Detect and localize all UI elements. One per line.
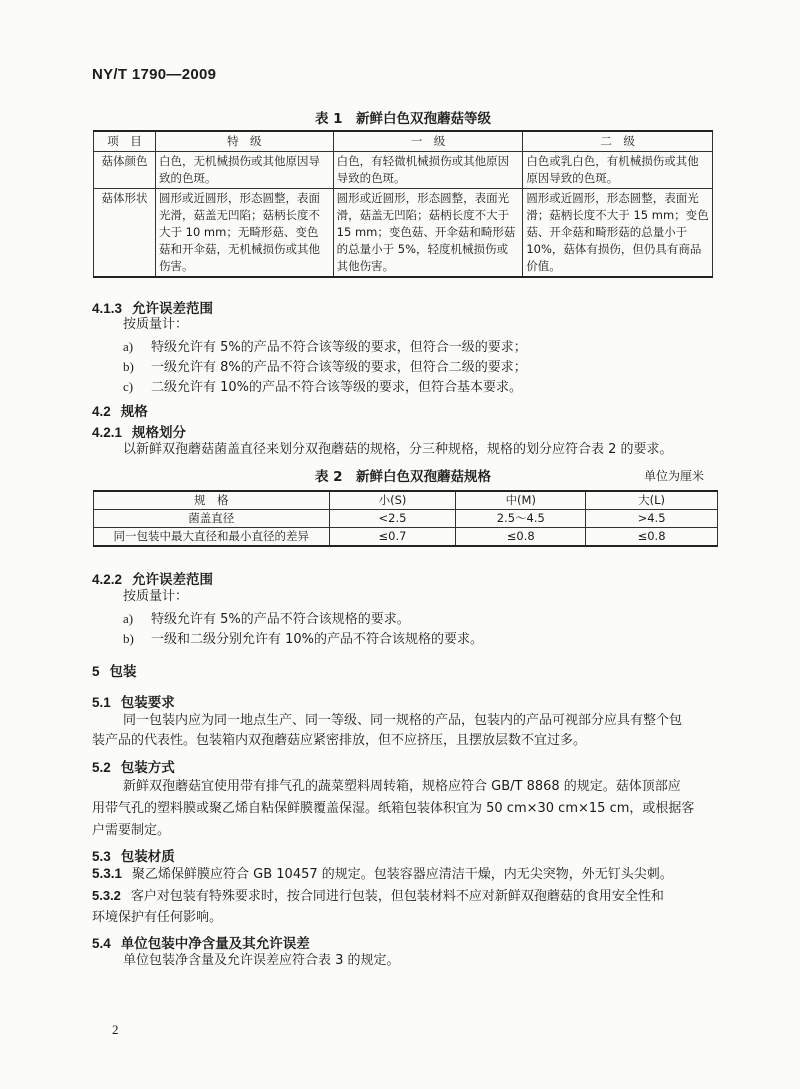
section-title: 允许误差范围	[132, 301, 214, 317]
paragraph-line: 户需要制定。	[92, 823, 171, 838]
table1-caption: 表 1 新鲜白色双孢蘑菇等级	[314, 111, 492, 127]
heading-5-2	[92, 756, 175, 776]
table2-header-small: 小(S)	[329, 491, 456, 510]
list-marker: b)	[123, 631, 134, 646]
section-number: 4.1.3	[92, 301, 123, 316]
table1-row-label: 菇体颜色	[94, 152, 156, 189]
table2-cell-medium: 2.5～4.5	[456, 510, 586, 528]
list-marker: c)	[123, 379, 134, 394]
table2-cell-medium: ≤0.8	[456, 528, 586, 547]
table2-caption: 表 2 新鲜白色双孢蘑菇规格	[314, 469, 492, 485]
paragraph-line: 新鲜双孢蘑菇宜使用带有排气孔的蔬菜塑料周转箱，规格应符合 GB/T 8868 的规定。菇体顶部应	[123, 779, 681, 794]
paragraph-5-3-2	[92, 887, 664, 906]
paragraph-line: 装产品的代表性。包装箱内双孢蘑菇应紧密排放，但不应挤压，且摆放层数不宜过多。	[92, 733, 587, 748]
section-title: 允许误差范围	[132, 572, 214, 588]
table2-cell-large: >4.5	[586, 510, 718, 528]
section-number: 5	[92, 664, 100, 679]
section-number: 5.3.1	[92, 866, 123, 881]
table1-header-special: 特 级	[155, 131, 333, 152]
table1-cell-special: 圆形或近圆形，形态圆整，表面光滑，菇盖无凹陷；菇柄长度不大于 10 mm；无畸形菇、变色菇和开伞菇，无机械损伤或其他伤害。	[155, 189, 333, 278]
list-marker: a)	[123, 611, 134, 626]
heading-5-3	[92, 845, 175, 865]
heading-4-2-1	[92, 421, 186, 441]
paragraph: 以新鲜双孢蘑菇菌盖直径来划分双孢蘑菇的规格，分三种规格，规格的划分应符合表 2 的要求。	[123, 442, 673, 457]
table1-header-row	[94, 131, 713, 152]
table2-row-label: 菌盖直径	[94, 510, 330, 528]
section-number: 4.2	[92, 404, 111, 419]
standard-code: NY/T 1790—2009	[92, 66, 217, 83]
list-text: 二级允许有 10%的产品不符合该等级的要求，但符合基本要求。	[151, 380, 523, 395]
section-title: 单位包装中净含量及其允许误差	[120, 936, 310, 952]
heading-4-2	[92, 400, 148, 420]
list-text: 特级允许有 5%的产品不符合该等级的要求，但符合一级的要求；	[151, 340, 527, 355]
paragraph-text: 客户对包装有特殊要求时，按合同进行包装，但包装材料不应对新鲜双孢蘑菇的食用安全性和	[130, 889, 664, 904]
table2-header-row	[94, 491, 718, 510]
list-item	[123, 376, 522, 395]
paragraph-5-3-1	[92, 865, 673, 884]
table1-header-grade1: 一 级	[333, 131, 523, 152]
section-number: 5.1	[92, 695, 111, 710]
list-text: 一级允许有 8%的产品不符合该等级的要求，但符合二级的要求；	[151, 360, 527, 375]
heading-5-4	[92, 932, 310, 952]
list-text: 特级允许有 5%的产品不符合该规格的要求。	[151, 612, 410, 627]
table2-unit: 单位为厘米	[644, 469, 705, 483]
paragraph: 单位包装净含量及允许误差应符合表 3 的规定。	[123, 953, 400, 968]
section-number: 5.2	[92, 760, 111, 775]
list-marker: a)	[123, 339, 134, 354]
paragraph-line: 同一包装内应为同一地点生产、同一等级、同一规格的产品，包装内的产品可视部分应具有整个包	[123, 713, 683, 728]
table1-cell-special: 白色，无机械损伤或其他原因导致的色斑。	[155, 152, 333, 189]
section-number: 5.3.2	[92, 888, 121, 903]
paragraph-text: 聚乙烯保鲜膜应符合 GB 10457 的规定。包装容器应清洁干燥，内无尖突物，外无钉头尖刺。	[132, 867, 673, 882]
heading-4-1-3	[92, 297, 213, 317]
heading-5-1	[92, 691, 175, 711]
page-number: 2	[112, 1022, 119, 1037]
table2-cell-small: <2.5	[329, 510, 456, 528]
section-number: 5.3	[92, 849, 111, 864]
table2-header-large: 大(L)	[586, 491, 718, 510]
table-row	[94, 528, 718, 547]
table1-row-label: 菇体形状	[94, 189, 156, 278]
table2-cell-small: ≤0.7	[329, 528, 456, 547]
heading-5	[92, 660, 137, 680]
section-title: 规格	[120, 404, 148, 420]
paragraph-line: 用带气孔的塑料膜或聚乙烯自粘保鲜膜覆盖保湿。纸箱包装体积宜为 50 cm×30 cm×15 cm，或根据客	[92, 801, 695, 816]
table-row	[94, 510, 718, 528]
section-title: 包装材质	[120, 849, 175, 865]
table1-cell-grade1: 白色，有轻微机械损伤或其他原因导致的色斑。	[333, 152, 523, 189]
table-row	[94, 189, 713, 278]
table-row	[94, 152, 713, 189]
table1-cell-grade2: 白色或乳白色，有机械损伤或其他原因导致的色斑。	[523, 152, 713, 189]
table2-header-spec: 规 格	[94, 491, 330, 510]
section-number: 4.2.1	[92, 425, 123, 440]
heading-4-2-2	[92, 568, 213, 588]
table1-grades	[93, 130, 713, 278]
table2-header-medium: 中(M)	[456, 491, 586, 510]
table1-header-item: 项 目	[94, 131, 156, 152]
list-item	[123, 356, 527, 375]
paragraph-intro: 按质量计：	[123, 589, 189, 604]
table2-cell-large: ≤0.8	[586, 528, 718, 547]
paragraph-line: 环境保护有任何影响。	[92, 910, 223, 925]
table1-cell-grade2: 圆形或近圆形，形态圆整，表面光滑；菇柄长度不大于 15 mm；变色菇、开伞菇和畸形菇的总量小于 10%，菇体有损伤，但仍具有商品价值。	[523, 189, 713, 278]
table2-specs	[93, 490, 718, 547]
list-item	[123, 336, 527, 355]
section-title: 包装要求	[120, 695, 175, 711]
list-item	[123, 608, 410, 627]
list-item	[123, 628, 483, 647]
section-title: 包装	[109, 664, 137, 680]
section-title: 规格划分	[132, 425, 187, 441]
list-marker: b)	[123, 359, 134, 374]
section-number: 4.2.2	[92, 572, 123, 587]
list-text: 一级和二级分别允许有 10%的产品不符合该规格的要求。	[151, 632, 484, 647]
section-title: 包装方式	[120, 760, 175, 776]
table2-row-label: 同一包装中最大直径和最小直径的差异	[94, 528, 330, 547]
paragraph-intro: 按质量计：	[123, 317, 189, 332]
table1-cell-grade1: 圆形或近圆形，形态圆整，表面光滑，菇盖无凹陷；菇柄长度不大于 15 mm；变色菇、开伞菇和畸形菇的总量小于 5%，轻度机械损伤或其他伤害。	[333, 189, 523, 278]
table1-header-grade2: 二 级	[523, 131, 713, 152]
section-number: 5.4	[92, 936, 111, 951]
